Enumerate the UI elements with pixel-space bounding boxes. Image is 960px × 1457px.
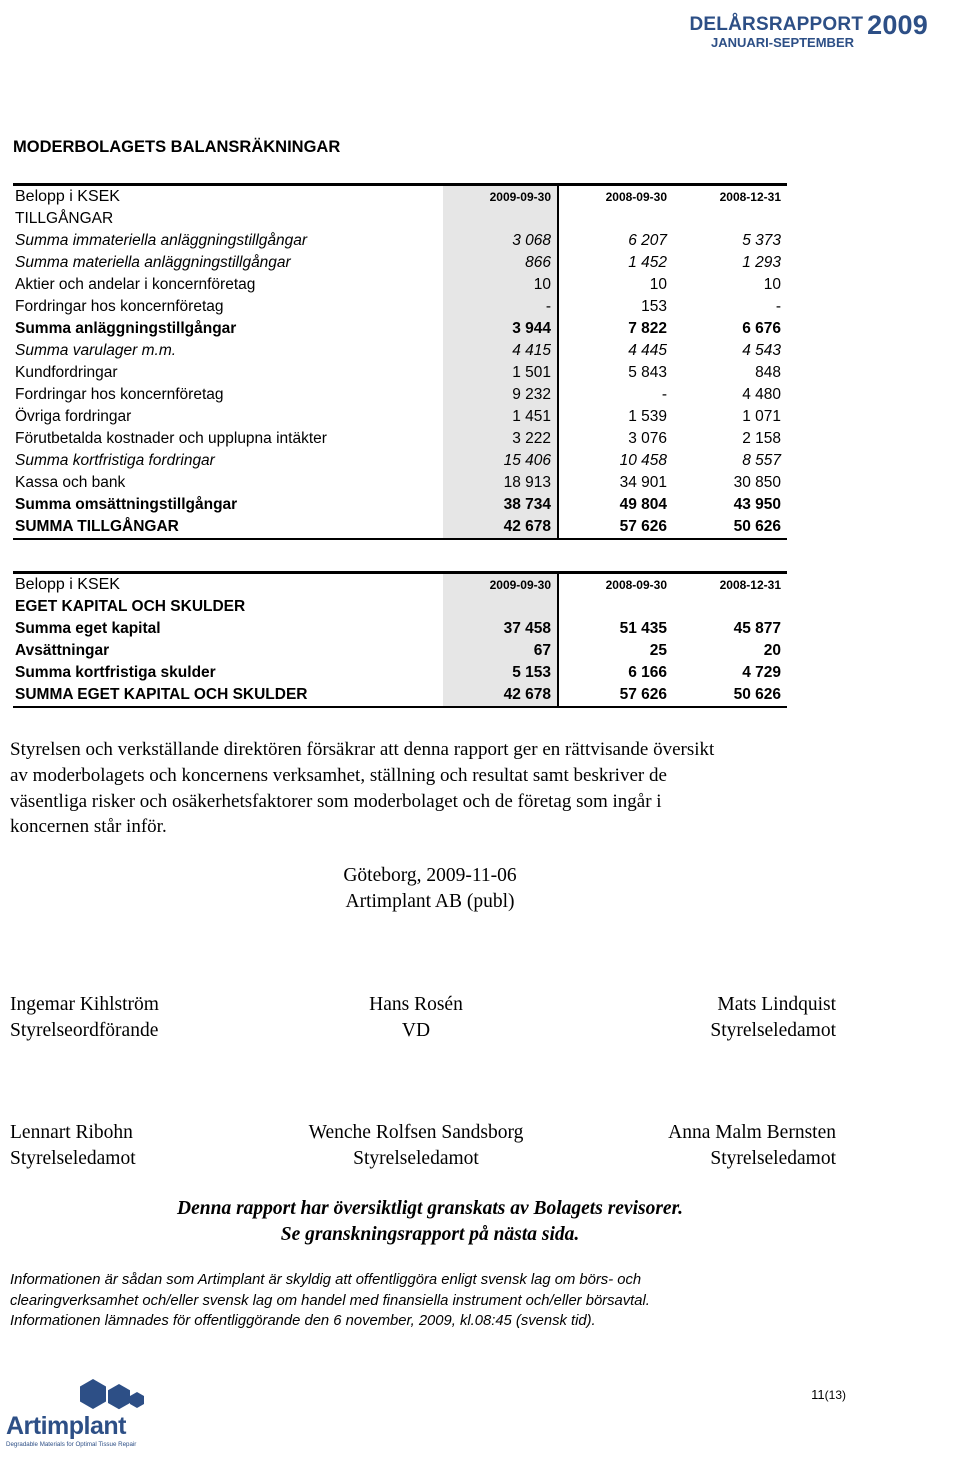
row-label: Aktier och andelar i koncernföretag	[15, 276, 256, 293]
table-row	[13, 640, 787, 662]
row-value-col3: 4 543	[742, 342, 781, 359]
row-value-col2: 1 539	[628, 408, 667, 425]
table-row	[13, 618, 787, 640]
table-row	[13, 252, 787, 274]
row-value-col1: 3 222	[443, 428, 558, 450]
row-label: Summa kortfristiga fordringar	[15, 452, 215, 469]
row-label: Summa immateriella anläggningstillgångar	[15, 232, 308, 249]
equity-table	[13, 571, 787, 708]
info-line: Informationen är sådan som Artimplant är skyldig att offentliggöra enligt svensk lag om börs- och	[10, 1272, 642, 1288]
row-value-col2: 25	[649, 642, 667, 659]
signatory-title: Styrelseledamot	[710, 1019, 836, 1041]
row-value-col3: 50 626	[673, 516, 787, 539]
signature-block	[10, 992, 159, 1043]
signature-block	[266, 1120, 566, 1171]
row-label: Avsättningar	[15, 642, 110, 659]
statement-line: väsentliga risker och osäkerhetsfaktorer som moderbolaget och de företag som ingår i	[10, 790, 662, 812]
page-number	[811, 1387, 846, 1402]
info-line: Informationen lämnades för offentliggörande den 6 november, 2009, kl.08:45 (svensk tid).	[10, 1313, 596, 1329]
row-value-col1: 42 678	[443, 516, 558, 539]
row-value-col3: 8 557	[742, 452, 781, 469]
row-value-col2: -	[661, 386, 667, 403]
row-value-col3: 1 293	[742, 254, 781, 271]
row-label: TILLGÅNGAR	[15, 210, 114, 227]
row-label: Summa materiella anläggningstillgångar	[15, 254, 291, 271]
row-value-col3: 2 158	[742, 430, 781, 447]
table-row	[13, 516, 787, 539]
row-value-col2: 3 076	[628, 430, 667, 447]
row-value-col2: 7 822	[628, 320, 667, 337]
table-row	[13, 450, 787, 472]
row-label: Övriga fordringar	[15, 408, 132, 425]
row-label: Kundfordringar	[15, 364, 118, 381]
signatory-title: Styrelseledamot	[710, 1147, 836, 1169]
row-label: Summa varulager m.m.	[15, 342, 177, 359]
review-note-line: Denna rapport har översiktligt granskats av Bolagets revisorer.	[177, 1198, 683, 1219]
row-value-col3: 1 071	[742, 408, 781, 425]
row-label: Summa omsättningstillgångar	[15, 496, 238, 513]
table-row	[13, 406, 787, 428]
table-row	[13, 296, 787, 318]
table-row	[13, 494, 787, 516]
row-value-col1: 67	[443, 640, 558, 662]
statement-line: av moderbolagets och koncernens verksamhet, ställning och resultat samt beskriver de	[10, 764, 667, 786]
row-value-col2: 57 626	[558, 684, 673, 707]
row-value-col3: 4 480	[742, 386, 781, 403]
row-value-col3: -	[775, 298, 781, 315]
signatory-name: Wenche Rolfsen Sandsborg	[308, 1122, 524, 1143]
table-row	[13, 208, 787, 230]
table-row	[13, 318, 787, 340]
statement-line: Styrelsen och verkställande direktören försäkrar att denna rapport ger en rättvisande översikt	[10, 739, 715, 760]
table-row	[13, 684, 787, 707]
row-value-col3	[673, 208, 787, 230]
review-note	[0, 1196, 860, 1247]
row-value-col3: 50 626	[673, 684, 787, 707]
row-value-col1: 42 678	[443, 684, 558, 707]
table-row	[13, 340, 787, 362]
signatory-title: VD	[401, 1019, 431, 1041]
row-label: Summa anläggningstillgångar	[15, 320, 237, 337]
equity-header-row	[13, 573, 787, 597]
signatory-name: Lennart Ribohn	[10, 1122, 133, 1143]
table-row	[13, 662, 787, 684]
statement-line: koncernen står inför.	[10, 816, 167, 838]
signature-block	[10, 1120, 136, 1171]
equity-header-col1: 2009-09-30	[443, 573, 558, 597]
row-value-col3: 30 850	[733, 474, 781, 491]
row-value-col1: 866	[443, 252, 558, 274]
row-value-col1: 3 068	[443, 230, 558, 252]
row-value-col2: 1 452	[628, 254, 667, 271]
row-value-col1	[443, 596, 558, 618]
row-value-col2	[558, 208, 673, 230]
assets-header-col3: 2008-12-31	[673, 185, 787, 209]
row-value-col3: 6 676	[742, 320, 781, 337]
row-label: Fordringar hos koncernföretag	[15, 386, 224, 403]
row-value-col2: 5 843	[628, 364, 667, 381]
signatory-name: Anna Malm Bernsten	[668, 1122, 836, 1143]
row-value-col1: 10	[443, 274, 558, 296]
row-value-col1: 1 451	[443, 406, 558, 428]
row-label: Summa eget kapital	[15, 620, 161, 637]
row-value-col1: 38 734	[443, 494, 558, 516]
signature-block	[668, 1120, 836, 1171]
equity-header-col2: 2008-09-30	[558, 573, 673, 597]
row-value-col3	[673, 596, 787, 618]
assets-header-col1: 2009-09-30	[443, 185, 558, 209]
info-line: clearingverksamhet och/eller svensk lag om handel med finansiella instrument och/eller börsavtal.	[10, 1292, 650, 1309]
row-label: Kassa och bank	[15, 474, 126, 491]
row-value-col3: 4 729	[742, 664, 781, 681]
row-value-col1: 5 153	[443, 662, 558, 684]
row-value-col2: 153	[641, 298, 667, 315]
logo-tagline: Degradable Materials for Optimal Tissue Repair	[6, 1441, 137, 1448]
signature-block	[710, 992, 836, 1043]
row-value-col3: 45 877	[733, 620, 781, 637]
row-label: SUMMA EGET KAPITAL OCH SKULDER	[13, 684, 443, 707]
row-value-col2: 10 458	[619, 452, 667, 469]
report-year: 2009	[867, 10, 928, 40]
row-value-col2: 51 435	[619, 620, 667, 637]
report-period: JANUARI-SEPTEMBER	[710, 35, 854, 50]
row-value-col2: 34 901	[619, 474, 667, 491]
table-row	[13, 472, 787, 494]
row-value-col2: 6 207	[628, 232, 667, 249]
row-value-col1: 37 458	[443, 618, 558, 640]
row-value-col3: 848	[755, 364, 781, 381]
table-row	[13, 428, 787, 450]
table-row	[13, 362, 787, 384]
hexagon-logo-icon	[76, 1378, 146, 1414]
disclosure-info	[10, 1270, 650, 1332]
page-total: (13)	[824, 1388, 846, 1402]
row-value-col1: 9 232	[443, 384, 558, 406]
assets-header-col2: 2008-09-30	[558, 185, 673, 209]
row-value-col2: 57 626	[558, 516, 673, 539]
row-label: Fordringar hos koncernföretag	[15, 298, 224, 315]
row-value-col2: 6 166	[628, 664, 667, 681]
signatory-title: Styrelseledamot	[353, 1147, 479, 1169]
row-label: SUMMA TILLGÅNGAR	[13, 516, 443, 539]
place-date	[0, 863, 860, 914]
row-value-col2: 10	[649, 276, 667, 293]
equity-header-col3: 2008-12-31	[673, 573, 787, 597]
row-value-col3: 5 373	[742, 232, 781, 249]
row-value-col3: 10	[763, 276, 781, 293]
company-logo	[6, 1378, 156, 1450]
row-label: Summa kortfristiga skulder	[15, 664, 216, 681]
table-row	[13, 230, 787, 252]
signatory-name: Hans Rosén	[369, 994, 463, 1015]
report-header	[690, 10, 928, 50]
row-value-col3: 43 950	[733, 496, 781, 513]
page-current: 11	[811, 1387, 825, 1402]
table-row	[13, 274, 787, 296]
row-value-col1: 18 913	[443, 472, 558, 494]
row-value-col3: 20	[763, 642, 781, 659]
row-label: Förutbetalda kostnader och upplupna intäkter	[15, 430, 327, 447]
company-name: Artimplant AB (publ)	[345, 890, 515, 912]
board-statement	[10, 737, 850, 840]
signatory-name: Ingemar Kihlström	[10, 994, 159, 1015]
review-note-line: Se granskningsrapport på nästa sida.	[280, 1223, 580, 1245]
signatory-title: Styrelseordförande	[10, 1019, 159, 1041]
signatory-name: Mats Lindquist	[717, 994, 836, 1015]
assets-table	[13, 183, 787, 540]
row-value-col1: 4 415	[443, 340, 558, 362]
place-date-line: Göteborg, 2009-11-06	[343, 865, 517, 886]
row-value-col1	[443, 208, 558, 230]
row-value-col1: 3 944	[443, 318, 558, 340]
section-title: MODERBOLAGETS BALANSRÄKNINGAR	[13, 138, 341, 156]
row-value-col1: 1 501	[443, 362, 558, 384]
table-row	[13, 384, 787, 406]
row-value-col1: 15 406	[443, 450, 558, 472]
row-value-col2	[558, 596, 673, 618]
row-label: EGET KAPITAL OCH SKULDER	[15, 598, 246, 615]
assets-header-label: Belopp i KSEK	[13, 185, 443, 209]
assets-header-row	[13, 185, 787, 209]
row-value-col1: -	[443, 296, 558, 318]
signature-block	[266, 992, 566, 1043]
logo-wordmark: Artimplant	[6, 1412, 126, 1440]
equity-header-label: Belopp i KSEK	[13, 573, 443, 597]
signatory-title: Styrelseledamot	[10, 1147, 136, 1169]
row-value-col2: 4 445	[628, 342, 667, 359]
row-value-col2: 49 804	[619, 496, 667, 513]
table-row	[13, 596, 787, 618]
report-title-text: DELÅRSRAPPORT	[689, 14, 864, 35]
